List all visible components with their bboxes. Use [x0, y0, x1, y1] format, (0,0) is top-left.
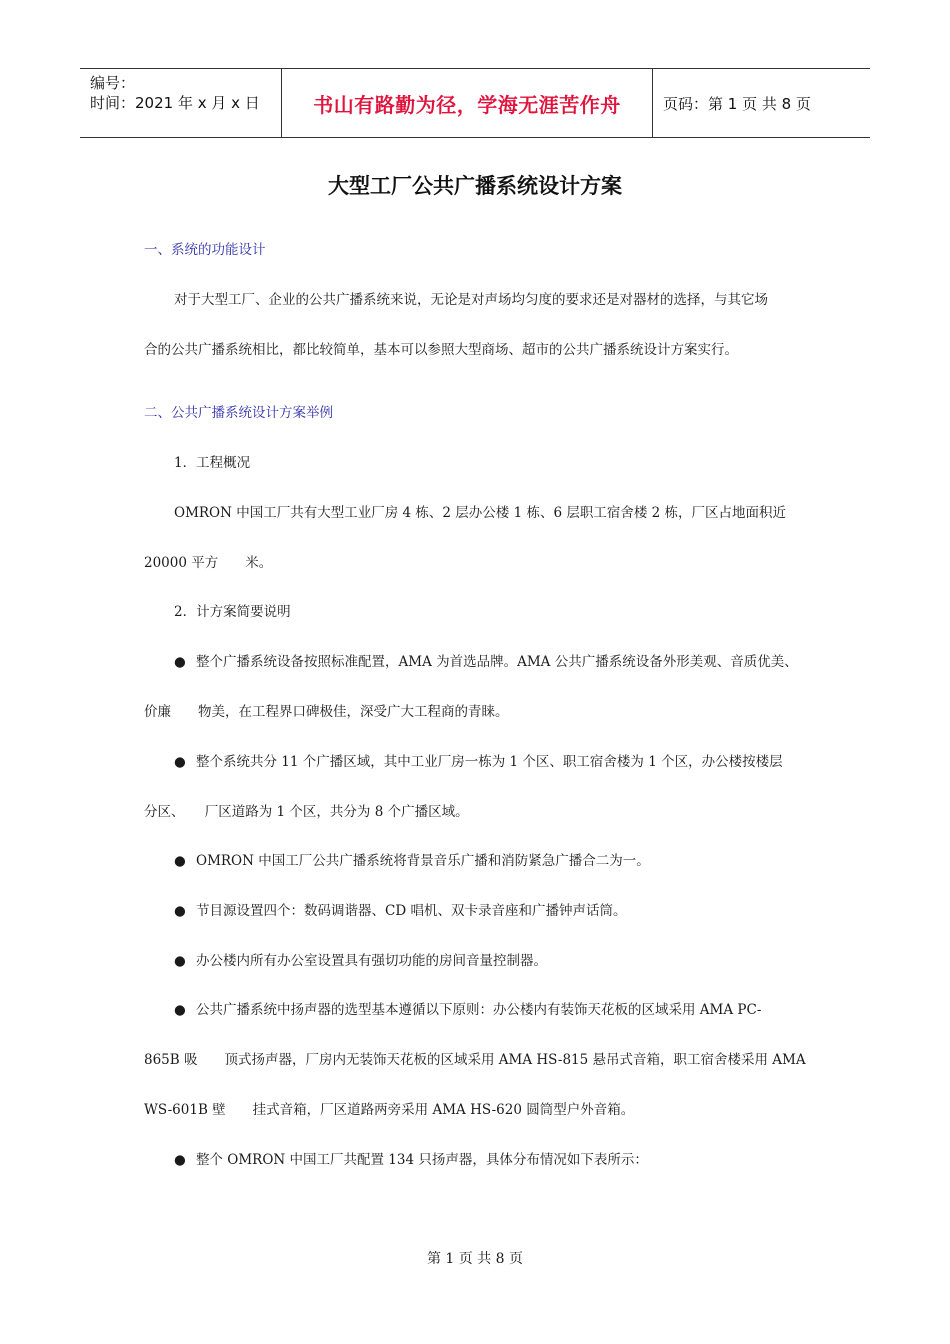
bullet-3 — [174, 849, 650, 869]
bullet-6-line-3: WS-601B 壁 挂式音箱，厂区道路两旁采用 AMA HS-620 圆筒型户外音箱。 — [144, 1102, 635, 1118]
bullet-4 — [174, 899, 626, 919]
bullet-6-line-2: 865B 吸 顶式扬声器，厂房内无装饰天花板的区域采用 AMA HS-815 悬吊式音箱，职工宿舍楼采用 AMA — [144, 1052, 806, 1068]
header-page-info-cell — [653, 69, 870, 137]
page-header — [80, 68, 870, 138]
bullet-icon: ● — [174, 754, 186, 770]
bullet-icon: ● — [174, 1152, 186, 1168]
bullet-2-line-2: 分区、 厂区道路为 1 个区，共分为 8 个广播区域。 — [144, 804, 469, 820]
section-1-paragraph-line-2: 合的公共广播系统相比，都比较简单，基本可以参照大型商场、超市的公共广播系统设计方案实行。 — [144, 342, 738, 358]
bullet-7 — [174, 1148, 648, 1168]
bullet-icon: ● — [174, 903, 186, 919]
section-1-heading: 一、系统的功能设计 — [144, 242, 266, 258]
overview-line-2: 20000 平方 米。 — [144, 555, 273, 571]
bullet-7-text: 整个 OMRON 中国工厂共配置 134 只扬声器，具体分布情况如下表所示： — [196, 1152, 648, 1168]
bullet-6-line-1 — [174, 998, 761, 1018]
bullet-icon: ● — [174, 1002, 186, 1018]
overview-line-1: OMRON 中国工厂共有大型工业厂房 4 栋、2 层办公楼 1 栋、6 层职工宿舍楼 2 栋，厂区占地面积近 — [174, 505, 787, 521]
section-1-paragraph-line-1: 对于大型工厂、企业的公共广播系统来说，无论是对声场均匀度的要求还是对器材的选择，与其它场 — [174, 292, 768, 308]
header-motto-cell — [281, 69, 653, 137]
subheading-plan-summary: 2．计方案简要说明 — [174, 604, 291, 620]
page-footer: 第 1 页 共 8 页 — [426, 1251, 524, 1267]
motto: 书山有路勤为径，学海无涯苦作舟 — [313, 92, 621, 117]
bullet-2-line-1 — [174, 750, 783, 770]
bullet-1-line-1 — [174, 650, 798, 670]
subheading-project-overview: 1．工程概况 — [174, 455, 251, 471]
bullet-1-line-2: 价廉 物美，在工程界口碑极佳，深受广大工程商的青睐。 — [144, 704, 509, 720]
bullet-6-text: 公共广播系统中扬声器的选型基本遵循以下原则：办公楼内有装饰天花板的区域采用 AMA PC- — [196, 1002, 762, 1018]
time-label: 时间：2021 年 x 月 x 日 — [90, 94, 260, 112]
bullet-3-text: OMRON 中国工厂公共广播系统将背景音乐广播和消防紧急广播合二为一。 — [196, 853, 650, 869]
number-label: 编号： — [90, 74, 136, 92]
bullet-2-text: 整个系统共分 11 个广播区域，其中工业厂房一栋为 1 个区、职工宿舍楼为 1 个区，办公楼按楼层 — [196, 754, 783, 770]
bullet-icon: ● — [174, 953, 186, 969]
bullet-5 — [174, 949, 547, 969]
section-2-heading: 二、公共广播系统设计方案举例 — [144, 405, 333, 421]
document-title: 大型工厂公共广播系统设计方案 — [328, 174, 622, 198]
bullet-icon: ● — [174, 853, 186, 869]
bullet-4-text: 节目源设置四个：数码调谐器、CD 唱机、双卡录音座和广播钟声话筒。 — [196, 903, 627, 919]
bullet-5-text: 办公楼内所有办公室设置具有强切功能的房间音量控制器。 — [196, 953, 547, 969]
page-info: 页码：第 1 页 共 8 页 — [663, 94, 811, 113]
bullet-icon: ● — [174, 654, 186, 670]
header-left-cell — [80, 69, 281, 137]
bullet-1-text: 整个广播系统设备按照标准配置，AMA 为首选品牌。AMA 公共广播系统设备外形美观、音质优美、 — [196, 654, 798, 670]
